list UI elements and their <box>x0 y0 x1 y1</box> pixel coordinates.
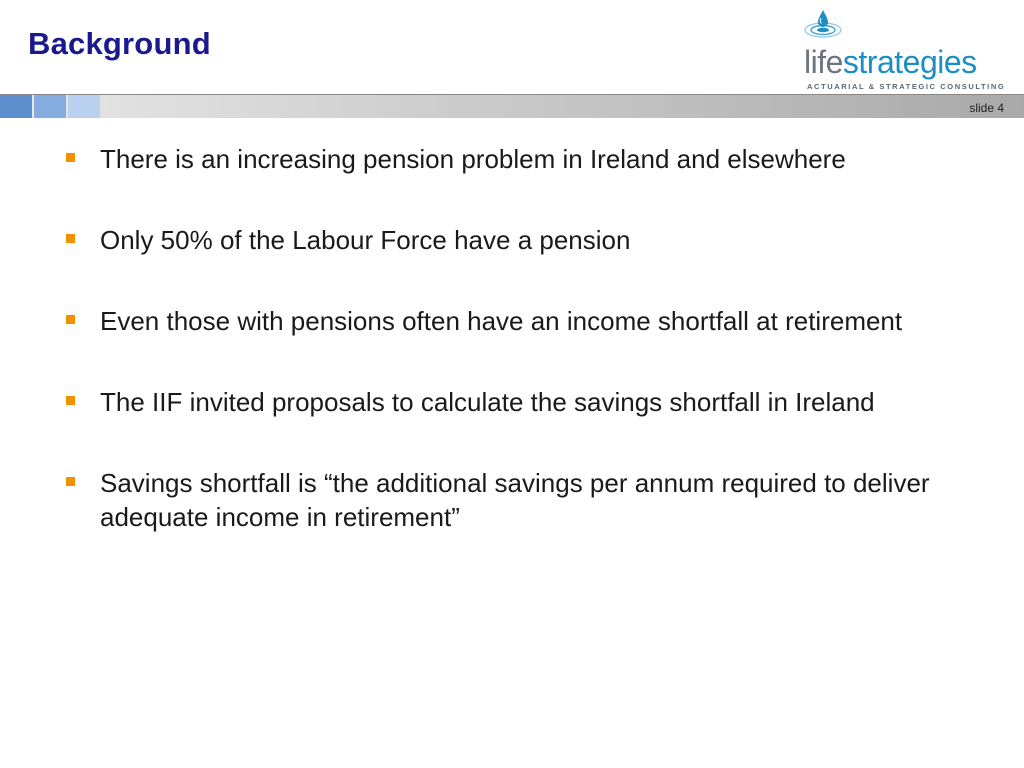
square-bullet-icon <box>66 315 75 324</box>
bullet-item <box>63 466 983 534</box>
square-bullet-icon <box>66 234 75 243</box>
bullet-list <box>63 142 983 581</box>
bullet-text: The IIF invited proposals to calculate the savings shortfall in Ireland <box>100 387 875 417</box>
logo-wordmark <box>804 46 977 78</box>
header-band-rule <box>0 94 1024 95</box>
header-band <box>0 94 1024 118</box>
square-bullet-icon <box>66 153 75 162</box>
band-square-2 <box>34 95 66 118</box>
slide-number: slide 4 <box>969 101 1004 115</box>
square-bullet-icon <box>66 477 75 486</box>
bullet-text: There is an increasing pension problem in Ireland and elsewhere <box>100 144 846 174</box>
header-band-gradient <box>0 94 1024 118</box>
water-drop-icon <box>803 8 995 48</box>
bullet-text: Savings shortfall is “the additional savings per annum required to deliver adequate income in retirement” <box>100 468 930 532</box>
slide-title: Background <box>28 26 211 61</box>
band-square-3 <box>68 95 100 118</box>
logo-word-part1: life <box>804 44 843 80</box>
square-bullet-icon <box>66 396 75 405</box>
lifestrategies-logo <box>803 8 1006 92</box>
bullet-item <box>63 385 983 419</box>
bullet-item <box>63 223 983 257</box>
bullet-item <box>63 304 983 338</box>
bullet-item <box>63 142 983 176</box>
bullet-text: Even those with pensions often have an income shortfall at retirement <box>100 306 903 336</box>
logo-tagline: ACTUARIAL & STRATEGIC CONSULTING <box>807 82 1006 91</box>
band-square-1 <box>0 95 32 118</box>
logo-word-part2: strategies <box>842 44 977 80</box>
bullet-text: Only 50% of the Labour Force have a pension <box>100 225 631 255</box>
